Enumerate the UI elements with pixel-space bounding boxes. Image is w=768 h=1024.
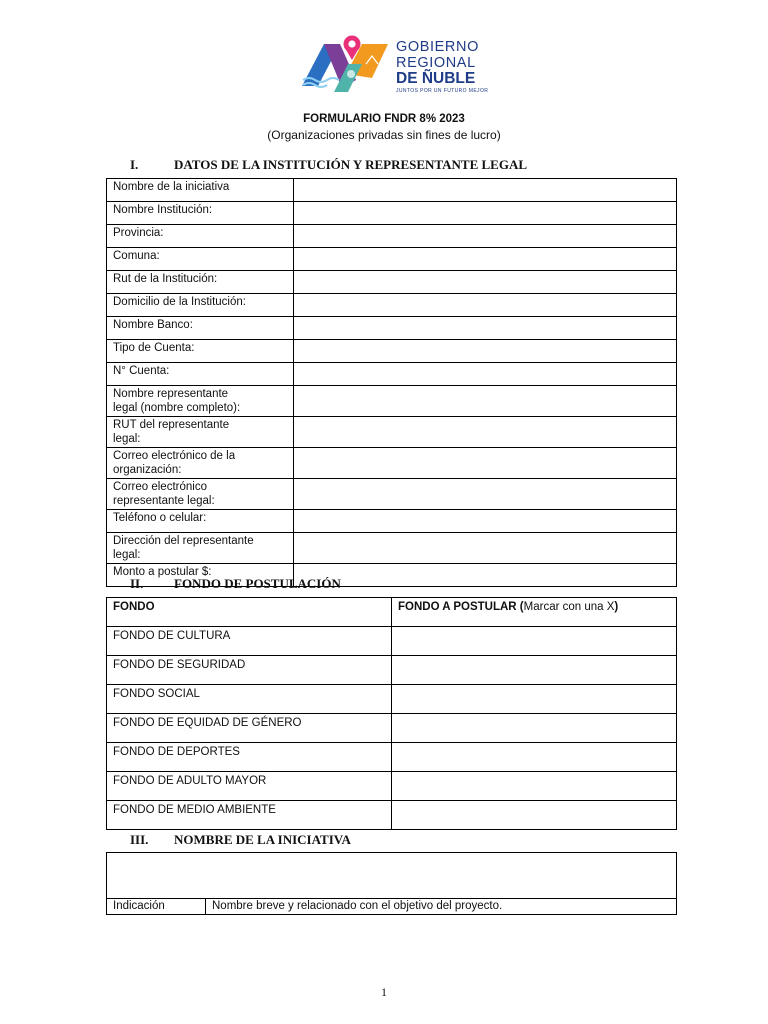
section-1-heading xyxy=(130,157,527,173)
field-label-line: legal: xyxy=(113,433,141,445)
fund-name: FONDO DE MEDIO AMBIENTE xyxy=(107,801,392,830)
field-value-input[interactable] xyxy=(294,564,677,587)
field-label-line: Nombre Banco: xyxy=(113,319,193,331)
institution-row xyxy=(107,202,677,225)
institution-row xyxy=(107,417,677,448)
field-label xyxy=(107,386,294,417)
institution-row xyxy=(107,363,677,386)
fund-name: FONDO DE EQUIDAD DE GÉNERO xyxy=(107,714,392,743)
section-2-title: FONDO DE POSTULACIÓN xyxy=(174,576,341,591)
logo-mark-icon xyxy=(300,34,392,96)
field-label xyxy=(107,248,294,271)
fund-mark-cell[interactable] xyxy=(392,772,677,801)
field-value-input[interactable] xyxy=(294,479,677,510)
fund-column-header: FONDO xyxy=(107,598,392,627)
section-2-number: II. xyxy=(130,576,144,591)
section-3-number: III. xyxy=(130,832,149,847)
fund-name: FONDO DE SEGURIDAD xyxy=(107,656,392,685)
institution-row xyxy=(107,448,677,479)
fund-row xyxy=(107,685,677,714)
field-label-line: Provincia: xyxy=(113,227,164,239)
institution-row xyxy=(107,533,677,564)
field-label-line: Correo electrónico de la xyxy=(113,450,236,462)
fund-row xyxy=(107,772,677,801)
field-label-line: legal: xyxy=(113,549,141,561)
field-value-input[interactable] xyxy=(294,417,677,448)
logo-text-line3: DE ÑUBLE xyxy=(396,70,476,87)
field-value-input[interactable] xyxy=(294,225,677,248)
institution-row xyxy=(107,479,677,510)
gobierno-regional-logo xyxy=(300,34,495,96)
field-label-line: Teléfono o celular: xyxy=(113,512,207,524)
field-label-line: representante legal: xyxy=(113,495,215,507)
field-label-line: Monto a postular $: xyxy=(113,566,212,578)
field-label xyxy=(107,225,294,248)
field-value-input[interactable] xyxy=(294,533,677,564)
fund-row xyxy=(107,743,677,772)
field-label xyxy=(107,294,294,317)
form-title: FORMULARIO FNDR 8% 2023 xyxy=(303,113,465,125)
fund-row xyxy=(107,714,677,743)
institution-data-table xyxy=(106,178,677,587)
field-value-input[interactable] xyxy=(294,448,677,479)
page-number: 1 xyxy=(381,985,387,999)
field-label-line: Dirección del representante xyxy=(113,535,254,547)
field-label-line: Correo electrónico xyxy=(113,481,207,493)
fund-name: FONDO DE DEPORTES xyxy=(107,743,392,772)
field-label-line: Rut de la Institución: xyxy=(113,273,218,285)
fund-apply-header-note: Marcar con una X xyxy=(523,601,615,613)
fund-mark-cell[interactable] xyxy=(392,743,677,772)
fund-name: FONDO DE CULTURA xyxy=(107,627,392,656)
section-3-title: NOMBRE DE LA INICIATIVA xyxy=(174,832,351,847)
field-label-line: Domicilio de la Institución: xyxy=(113,296,246,308)
field-value-input[interactable] xyxy=(294,271,677,294)
fund-mark-cell[interactable] xyxy=(392,801,677,830)
field-value-input[interactable] xyxy=(294,386,677,417)
institution-row xyxy=(107,248,677,271)
field-value-input[interactable] xyxy=(294,179,677,202)
field-label xyxy=(107,363,294,386)
section-1-number: I. xyxy=(130,157,139,172)
fund-name: FONDO SOCIAL xyxy=(107,685,392,714)
logo-tagline: JUNTOS POR UN FUTURO MEJOR xyxy=(396,87,489,94)
field-value-input[interactable] xyxy=(294,363,677,386)
indicacion-label: Indicación xyxy=(107,899,206,915)
fund-name: FONDO DE ADULTO MAYOR xyxy=(107,772,392,801)
field-value-input[interactable] xyxy=(294,317,677,340)
institution-row xyxy=(107,179,677,202)
institution-row xyxy=(107,271,677,294)
field-label-line: organización: xyxy=(113,464,182,476)
field-label xyxy=(107,202,294,225)
form-subtitle: (Organizaciones privadas sin fines de lucro) xyxy=(267,128,501,142)
field-label-line: Comuna: xyxy=(113,250,160,262)
field-label-line: Tipo de Cuenta: xyxy=(113,342,195,354)
logo-text-line1: GOBIERNO xyxy=(396,39,479,55)
fund-row xyxy=(107,627,677,656)
fund-mark-cell[interactable] xyxy=(392,656,677,685)
fund-selection-table xyxy=(106,597,677,830)
fund-apply-column-header xyxy=(392,598,677,627)
fund-row xyxy=(107,656,677,685)
institution-row xyxy=(107,225,677,248)
field-value-input[interactable] xyxy=(294,340,677,363)
field-value-input[interactable] xyxy=(294,202,677,225)
field-label-line: legal (nombre completo): xyxy=(113,402,241,414)
field-label xyxy=(107,317,294,340)
field-value-input[interactable] xyxy=(294,294,677,317)
field-label xyxy=(107,448,294,479)
field-label-line: RUT del representante xyxy=(113,419,230,431)
fund-mark-cell[interactable] xyxy=(392,685,677,714)
field-label-line: Nombre de la iniciativa xyxy=(113,181,230,193)
section-1-title: DATOS DE LA INSTITUCIÓN Y REPRESENTANTE LEGAL xyxy=(174,157,528,172)
field-label xyxy=(107,340,294,363)
initiative-name-field[interactable] xyxy=(107,853,677,899)
field-value-input[interactable] xyxy=(294,248,677,271)
fund-table-header-row xyxy=(107,598,677,627)
fund-row xyxy=(107,801,677,830)
field-label xyxy=(107,479,294,510)
fund-mark-cell[interactable] xyxy=(392,714,677,743)
fund-apply-header-close: ) xyxy=(614,601,619,613)
field-label xyxy=(107,271,294,294)
field-label xyxy=(107,533,294,564)
institution-row xyxy=(107,340,677,363)
field-label-line: Nombre Institución: xyxy=(113,204,213,216)
logo-text-line2: REGIONAL xyxy=(396,54,476,71)
institution-row xyxy=(107,317,677,340)
field-label xyxy=(107,417,294,448)
section-3-heading xyxy=(130,832,351,848)
field-label xyxy=(107,510,294,533)
section-2-heading xyxy=(130,576,341,592)
initiative-name-table xyxy=(106,852,677,915)
fund-apply-header-bold: FONDO A POSTULAR ( xyxy=(398,601,524,613)
fund-mark-cell[interactable] xyxy=(392,627,677,656)
indicacion-text: Nombre breve y relacionado con el objetivo del proyecto. xyxy=(206,899,677,915)
institution-row xyxy=(107,294,677,317)
institution-row xyxy=(107,386,677,417)
field-value-input[interactable] xyxy=(294,510,677,533)
institution-row xyxy=(107,510,677,533)
field-label xyxy=(107,179,294,202)
field-label-line: N° Cuenta: xyxy=(113,365,170,377)
field-label-line: Nombre representante xyxy=(113,388,229,400)
